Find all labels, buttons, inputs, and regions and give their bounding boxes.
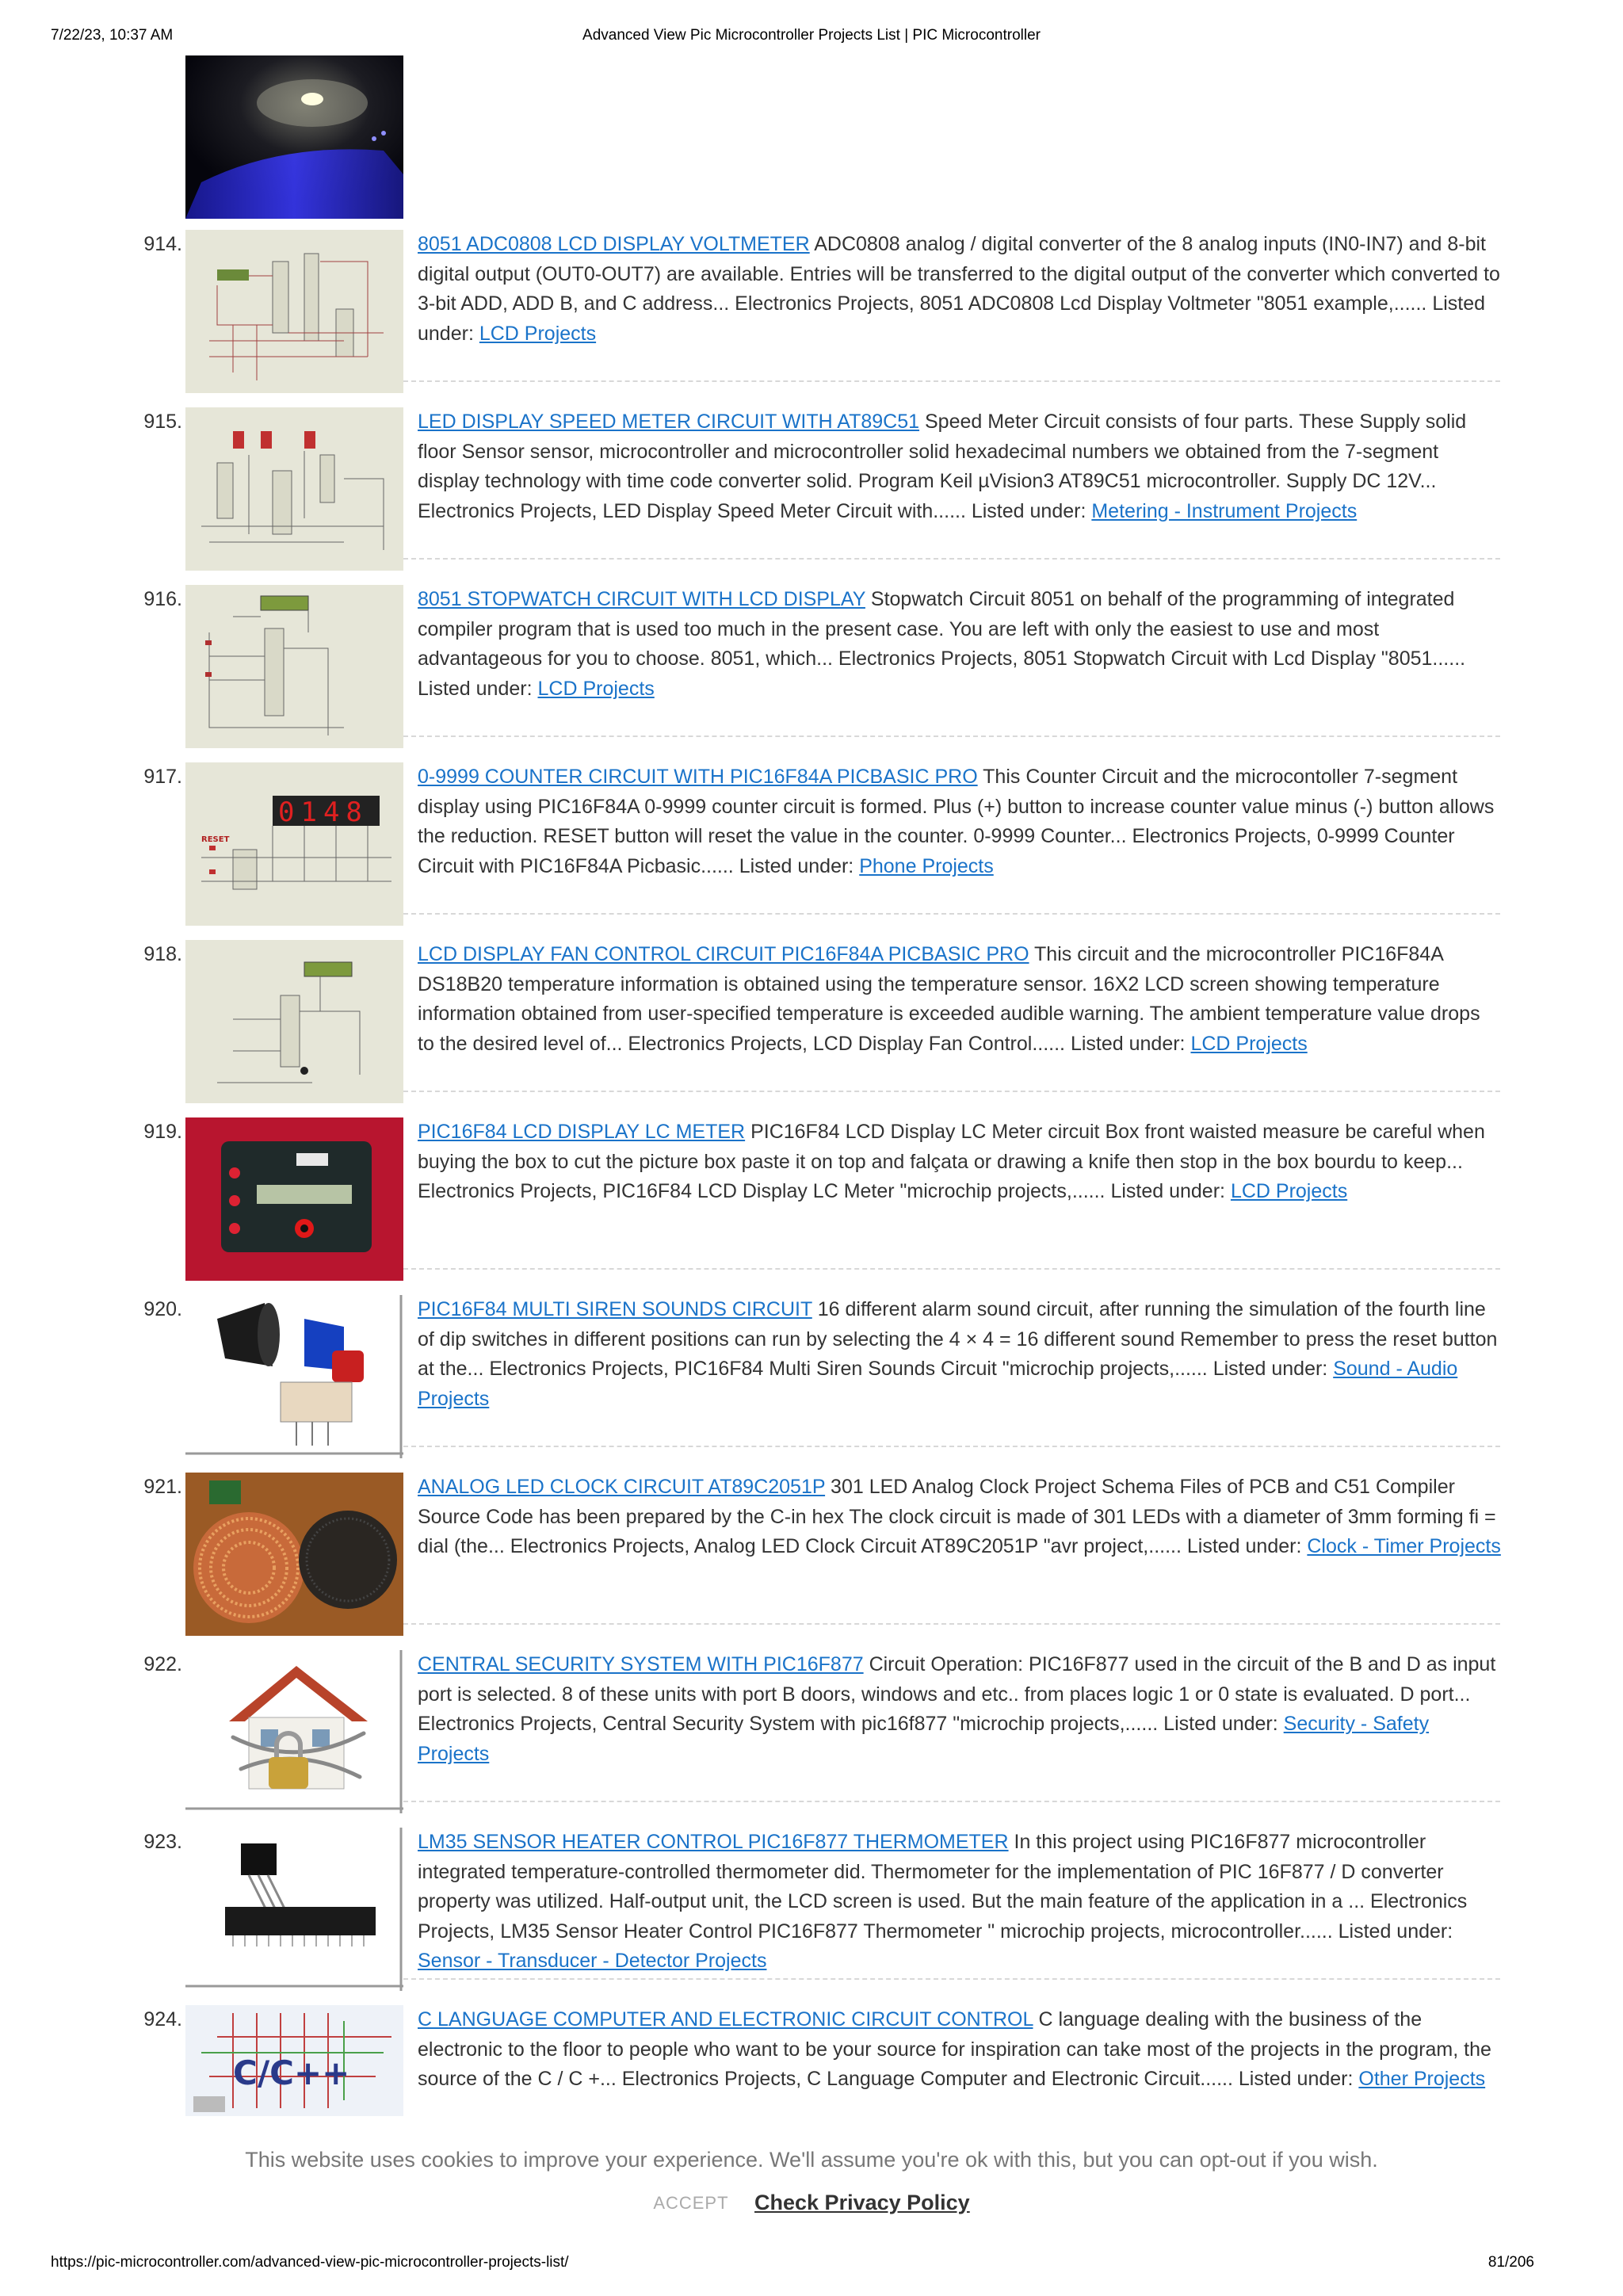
- item-text: [418, 940, 1502, 1059]
- print-footer: [0, 2254, 1623, 2278]
- item-title-link[interactable]: PIC16F84 MULTI SIREN SOUNDS CIRCUIT: [418, 1298, 812, 1320]
- item-text: [418, 1117, 1502, 1207]
- item-description: C language dealing with the business of the electronic to the floor to people who want to be your source for inspiration can take most of the projects in the program, the source of the C / C +... Electronics Projects, C Language Computer and Electronic Circuit...... Listed under:: [418, 2008, 1491, 2090]
- list-item: [0, 407, 1623, 585]
- item-thumbnail[interactable]: [185, 1295, 403, 1458]
- item-thumbnail[interactable]: [185, 407, 403, 571]
- item-number: 914.: [143, 233, 182, 255]
- item-description: Stopwatch Circuit 8051 on behalf of the programming of integrated compiler program that is used too much in the present case. You are left with only the easiest to use and most advantageous for you to choose. 8051, which... Electronics Projects, 8051 Stopwatch Circuit with Lcd Display "8051...... Listed under:: [418, 588, 1466, 700]
- item-description: This Counter Circuit and the microcontoller 7-segment display using PIC16F84A 0-9999 counter circuit is formed. Plus (+) button to increase counter value minus (-) button allows the reduction. RESET button will reset the value in the counter. 0-9999 Counter... Electronics Projects, 0-9999 Counter Circuit with PIC16F84A Picbasic...... Listed under:: [418, 766, 1495, 877]
- divider: [403, 913, 1500, 915]
- list-item: [0, 2005, 1623, 2124]
- privacy-policy-link[interactable]: Check Privacy Policy: [754, 2191, 970, 2214]
- divider: [403, 1623, 1500, 1625]
- item-number: 924.: [143, 2008, 182, 2030]
- item-title-link[interactable]: LED DISPLAY SPEED METER CIRCUIT WITH AT89C51: [418, 411, 920, 433]
- divider: [403, 1091, 1500, 1092]
- item-category-link[interactable]: LCD Projects: [537, 677, 655, 700]
- item-title-link[interactable]: 8051 STOPWATCH CIRCUIT WITH LCD DISPLAY: [418, 588, 865, 610]
- list-item: [0, 1650, 1623, 1828]
- print-title: Advanced View Pic Microcontroller Projects List | PIC Microcontroller: [582, 27, 1041, 44]
- item-description: ADC0808 analog / digital converter of the 8 analog inputs (IN0-IN7) and 8-bit digital output (OUT0-OUT7) are available. Entries will be transferred to the digital output of the converter which converted to 3-bit ADD, ADD B, and C address... Electronics Projects, 8051 ADC0808 Lcd Display Voltmeter "8051 example,...... Listed under:: [418, 233, 1500, 345]
- divider: [403, 1268, 1500, 1270]
- list-item: [0, 1117, 1623, 1295]
- item-description: This circuit and the microcontroller PIC16F84A DS18B20 temperature information is obtained using the temperature sensor. 16X2 LCD screen showing temperature information obtained from user-specified temperature is exceeded audible warning. The ambient temperature value drops to the desired level of... Electronics Projects, LCD Display Fan Control...... Listed under:: [418, 943, 1480, 1055]
- divider: [403, 1801, 1500, 1802]
- item-thumbnail[interactable]: [185, 762, 403, 926]
- list-item: [0, 1295, 1623, 1473]
- item-number: 918.: [143, 943, 182, 965]
- item-text: [418, 1295, 1502, 1414]
- item-title-link[interactable]: C LANGUAGE COMPUTER AND ELECTRONIC CIRCUIT CONTROL: [418, 2008, 1033, 2030]
- item-thumbnail[interactable]: [185, 1828, 403, 1991]
- item-description: Speed Meter Circuit consists of four parts. These Supply solid floor Sensor sensor, microcontroller and microcontroller solid hexadecimal numbers we obtained from the 7-segment display technology with time code converter solid. Program Keil µVision3 AT89C51 microcontroller. Supply DC 12V... Electronics Projects, LED Display Speed Meter Circuit with...... Listed under:: [418, 411, 1467, 522]
- item-category-link[interactable]: Metering - Instrument Projects: [1091, 499, 1358, 522]
- item-title-link[interactable]: 0-9999 COUNTER CIRCUIT WITH PIC16F84A PICBASIC PRO: [418, 766, 978, 788]
- cpp-logo-text: C/C++: [233, 2053, 350, 2092]
- item-description: 16 different alarm sound circuit, after running the simulation of the fourth line of dip switches in different positions can run by selecting the 4 × 4 = 16 different sound Remember to press the reset button at the... Electronics Projects, PIC16F84 Multi Siren Sounds Circuit "microchip projects,...... Listed under:: [418, 1298, 1498, 1380]
- item-text: [418, 585, 1502, 704]
- item-text: [418, 230, 1502, 349]
- item-title-link[interactable]: LCD DISPLAY FAN CONTROL CIRCUIT PIC16F84A PICBASIC PRO: [418, 943, 1029, 965]
- item-text: [418, 1473, 1502, 1562]
- item-text: [418, 407, 1502, 526]
- cookie-banner: [0, 2140, 1623, 2243]
- item-category-link[interactable]: LCD Projects: [1230, 1180, 1348, 1202]
- prev-item-thumbnail[interactable]: [185, 55, 403, 219]
- reset-label: RESET: [201, 835, 230, 844]
- list-item: [0, 230, 1623, 407]
- item-thumbnail[interactable]: [185, 1473, 403, 1636]
- item-category-link[interactable]: Other Projects: [1358, 2068, 1486, 2090]
- divider: [403, 1978, 1500, 1980]
- item-category-link[interactable]: Sensor - Transducer - Detector Projects: [418, 1950, 767, 1972]
- item-title-link[interactable]: 8051 ADC0808 LCD DISPLAY VOLTMETER: [418, 233, 810, 255]
- divider: [403, 735, 1500, 737]
- item-category-link[interactable]: Phone Projects: [859, 854, 994, 877]
- list-item: [0, 585, 1623, 762]
- item-title-link[interactable]: ANALOG LED CLOCK CIRCUIT AT89C2051P: [418, 1476, 826, 1498]
- accept-button[interactable]: ACCEPT: [653, 2192, 729, 2213]
- item-number: 920.: [143, 1298, 182, 1320]
- cookie-message: This website uses cookies to improve your experience. We'll assume you're ok with this, but you can opt-out if you wish.: [245, 2148, 1378, 2172]
- item-thumbnail[interactable]: [185, 940, 403, 1103]
- item-text: [418, 2005, 1502, 2095]
- item-number: 919.: [143, 1121, 182, 1143]
- list-item: [0, 940, 1623, 1117]
- item-title-link[interactable]: CENTRAL SECURITY SYSTEM WITH PIC16F877: [418, 1653, 864, 1675]
- item-number: 922.: [143, 1653, 182, 1675]
- divider: [403, 1446, 1500, 1447]
- list-item: [0, 762, 1623, 940]
- item-number: 923.: [143, 1831, 182, 1853]
- list-item: [0, 1473, 1623, 1650]
- item-thumbnail[interactable]: [185, 585, 403, 748]
- item-description: Circuit Operation: PIC16F877 used in the circuit of the B and D as input port is selected. 8 of these units with port B doors, windows and etc.. from places logic 1 or 0 state is evaluated. D port... Electronics Projects, Central Security System with pic16f877 "microchip projects,...... Listed under:: [418, 1653, 1496, 1735]
- item-title-link[interactable]: LM35 SENSOR HEATER CONTROL PIC16F877 THERMOMETER: [418, 1831, 1009, 1853]
- item-category-link[interactable]: LCD Projects: [479, 322, 597, 345]
- item-category-link[interactable]: Sound - Audio Projects: [418, 1358, 1458, 1410]
- item-number: 921.: [143, 1476, 182, 1498]
- item-number: 917.: [143, 766, 182, 788]
- item-number: 916.: [143, 588, 182, 610]
- page-counter: 81/206: [1487, 2254, 1534, 2271]
- item-description: PIC16F84 LCD Display LC Meter circuit Box front waisted measure be careful when buying the box to cut the picture box paste it on top and falçata or drawing a knife then stop in the box bourdu to keep... Electronics Projects, PIC16F84 LCD Display LC Meter "microchip projects,...... Listed under:: [418, 1121, 1485, 1202]
- print-date: 7/22/23, 10:37 AM: [51, 27, 174, 44]
- item-category-link[interactable]: Clock - Timer Projects: [1307, 1535, 1501, 1557]
- item-thumbnail[interactable]: [185, 1117, 403, 1281]
- item-title-link[interactable]: PIC16F84 LCD DISPLAY LC METER: [418, 1121, 746, 1143]
- item-thumbnail[interactable]: [185, 1650, 403, 1813]
- item-text: [418, 1650, 1502, 1769]
- seven-seg-readout: 0148: [278, 797, 369, 828]
- print-header: [0, 27, 1623, 51]
- item-thumbnail[interactable]: [185, 230, 403, 393]
- item-number: 915.: [143, 411, 182, 433]
- print-url: https://pic-microcontroller.com/advanced-view-pic-microcontroller-projects-list/: [51, 2254, 569, 2271]
- item-category-link[interactable]: Security - Safety Projects: [418, 1713, 1430, 1765]
- list-item: [0, 1828, 1623, 2005]
- item-text: [418, 1828, 1502, 1977]
- item-category-link[interactable]: LCD Projects: [1190, 1032, 1308, 1055]
- divider: [403, 380, 1500, 382]
- item-description: In this project using PIC16F877 microcontroller integrated temperature-controlled thermometer did. Thermometer for the implementation of PIC 16F877 / D converter property was utilized. Half-output unit, the LCD screen is used. But the main feature of the application in a ... Electronics Projects, LM35 Sensor Heater Control PIC16F877 Thermometer " microchip projects, microcontroller...... Listed under:: [418, 1831, 1468, 1943]
- cookie-actions: [0, 2191, 1623, 2215]
- item-thumbnail[interactable]: [185, 2005, 403, 2116]
- item-text: [418, 762, 1502, 881]
- divider: [403, 558, 1500, 560]
- item-description: 301 LED Analog Clock Project Schema Files of PCB and C51 Compiler Source Code has been prepared by the C-in hex The clock circuit is made of 301 LEDs with a diameter of 3mm forming fi = dial (the... Electronics Projects, Analog LED Clock Circuit AT89C2051P "avr project,...... Listed under:: [418, 1476, 1496, 1557]
